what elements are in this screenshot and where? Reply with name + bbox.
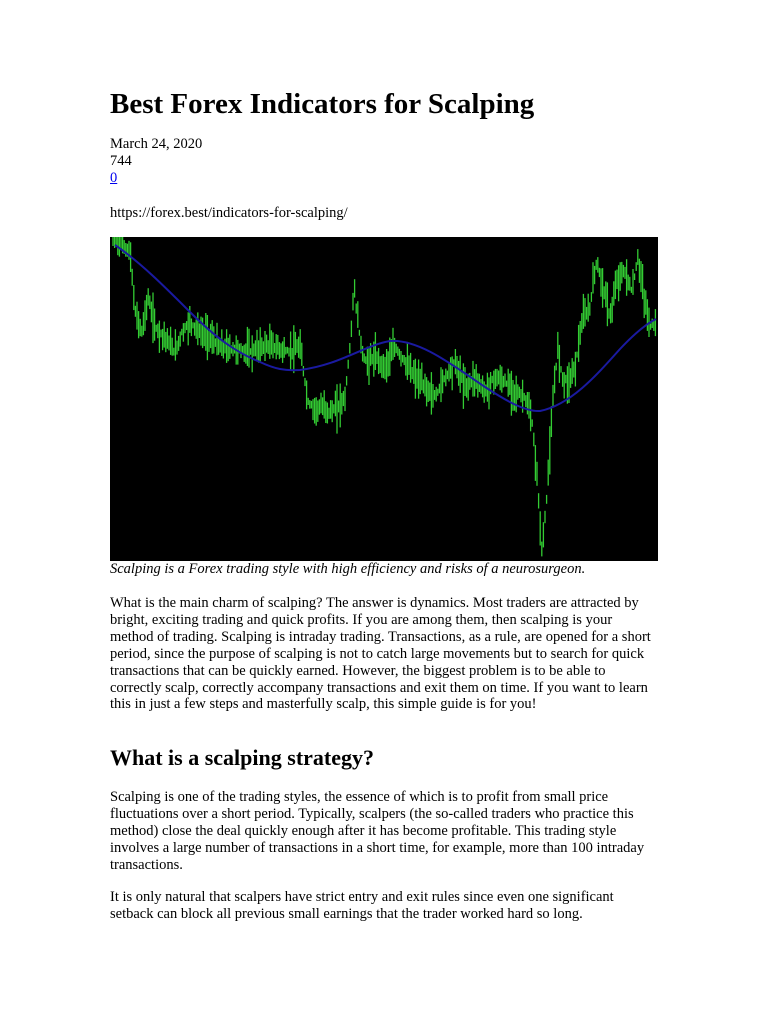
- view-count: 744: [110, 153, 132, 169]
- section-paragraph-2: It is only natural that scalpers have strict entry and exit rules since even one significant setback can block all previous small earnings that the trader worked hard so long.: [110, 889, 614, 922]
- section-heading: What is a scalping strategy?: [110, 745, 374, 770]
- figure-caption: Scalping is a Forex trading style with high efficiency and risks of a neurosurgeon.: [110, 561, 586, 577]
- price-candles: [113, 237, 655, 556]
- source-url: https://forex.best/indicators-for-scalping/: [110, 205, 348, 221]
- article-meta: [110, 136, 202, 187]
- chart-canvas: [110, 237, 658, 561]
- publish-date: March 24, 2020: [110, 136, 203, 152]
- section-paragraph-1: Scalping is one of the trading styles, the essence of which is to profit from small price fluctuations over a short period. Typically, scalpers (the so-called traders who practice this method) close the deal quickly enough after it has become profitable. This trading style involves a large number of transactions in a short time, for example, more than 100 intraday transactions.: [110, 789, 645, 873]
- forex-chart-image: [110, 237, 658, 561]
- intro-paragraph: What is the main charm of scalping? The answer is dynamics. Most traders are attracted by bright, exciting trading and quick profits. If you are among them, then scalping is your method of trading. Scalping is intraday trading. Transactions, as a rule, are opened for a short period, since the purpose of scalping is not to catch large movements but to search for quick transactions that can be quickly earned. However, the biggest problem is to be able to correctly scalp, correctly accompany transactions and exit them on time. If you want to learn this in just a few steps and masterfully scalp, this simple guide is for you!: [110, 595, 651, 713]
- comments-link[interactable]: 0: [110, 170, 118, 186]
- article-title: Best Forex Indicators for Scalping: [110, 88, 535, 120]
